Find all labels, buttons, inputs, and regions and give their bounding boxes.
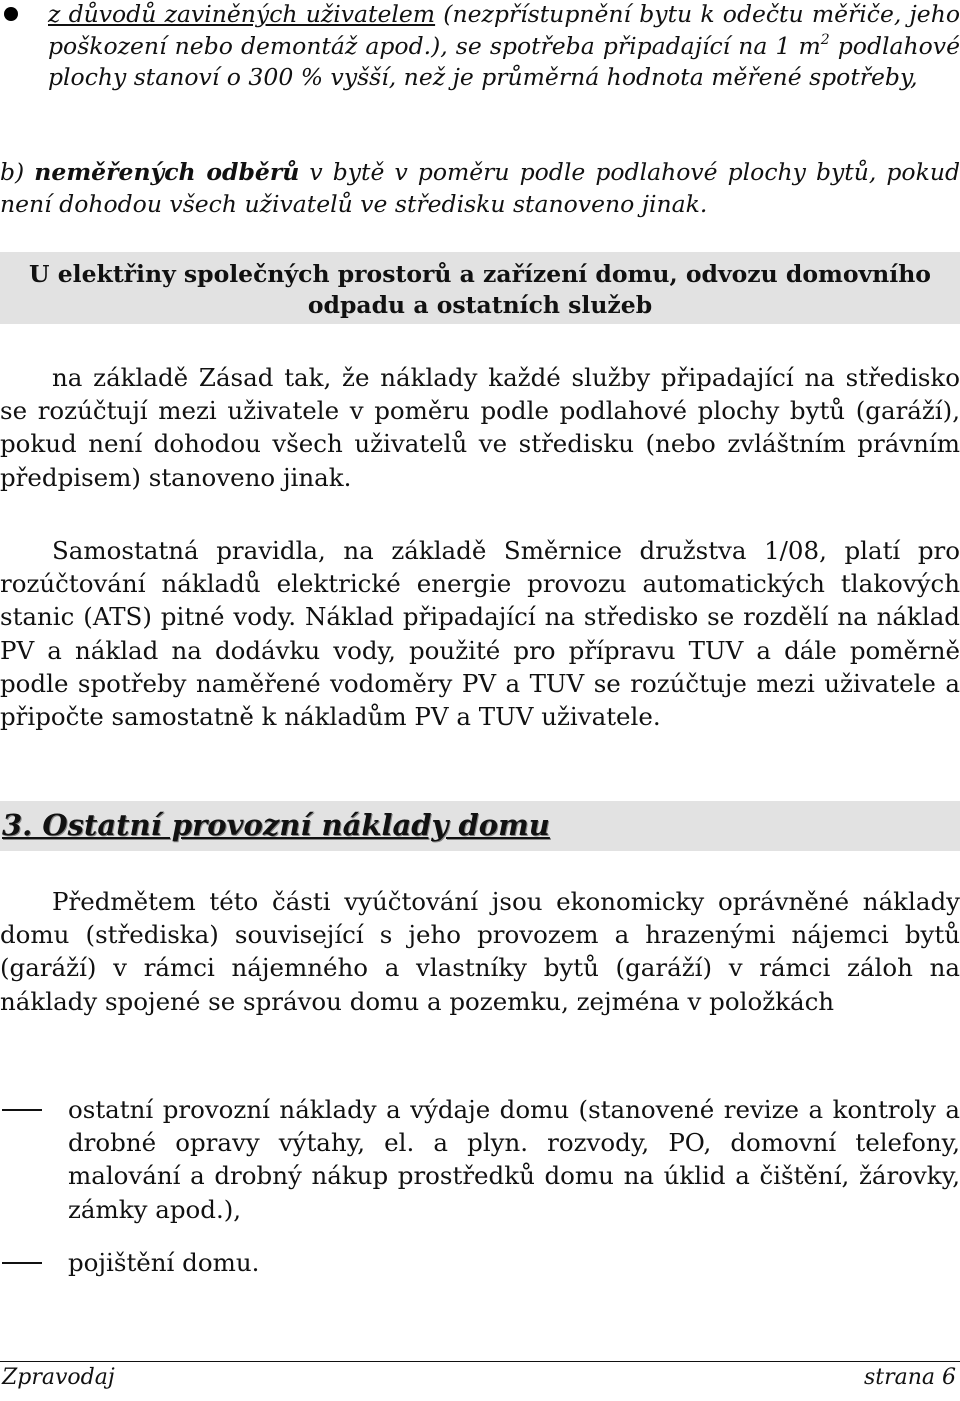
footer-page-number: strana 6 [863,1365,956,1390]
bullet-paragraph [0,0,960,94]
dash-list [0,1093,960,1279]
page-footer [0,1361,960,1401]
list-item-text: pojištění domu. [68,1247,260,1277]
item-b-rest: v bytě v poměru podle podlahové plochy bytů, pokud není dohodou všech uživatelů ve středisku stanoveno jinak. [0,158,960,218]
subheading-bar [0,252,960,324]
subheading-common-services: U elektřiny společných prostorů a zařízení domu, odvozu domovního odpadu a ostatních služeb [29,260,931,319]
item-b-paragraph [0,157,960,220]
section-heading-bar [0,801,960,851]
bullet-text-part1: (nezpřístupnění bytu k odečtu měřiče, jeho poškození nebo demontáž apod.), se spotřeba připadající na 1 m [48,0,960,60]
paragraph-ats-rules: Samostatná pravidla, na základě Směrnice družstva 1/08, platí pro rozúčtování nákladů elektrické energie provozu automatických tlakových stanic (ATS) pitné vody. Náklad připadající na středisko se rozdělí na náklad PV a náklad na dodávku vody, použité pro přípravu TUV a dále poměrně podle spotřeby naměřené vodoměry PV a TUV se rozúčtuje mezi uživatele a připočte samostatně k nákladům PV a TUV uživatele. [0,536,960,732]
list-item [0,1093,960,1226]
item-b-bold: neměřených odběrů [34,158,300,186]
dash-icon [2,1109,42,1111]
bullet-text-part2: podlahové plochy stanoví o 300 % vyšší, než je průměrná hodnota měřené spotřeby, [48,31,960,91]
paragraph-common-services: na základě Zásad tak, že náklady každé služby připadající na středisko se rozúčtují mezi uživatele v poměru podle podlahové plochy bytů (garáží), pokud není dohodou všech uživatelů ve středisku (nebo zvláštním právním předpisem) stanoveno jinak. [0,363,960,492]
section-3-title: 3. Ostatní provozní náklady domu [2,808,550,842]
dash-icon [2,1262,42,1264]
paragraph-other-costs: Předmětem této části vyúčtování jsou ekonomicky oprávněné náklady domu (střediska) související s jeho provozem a hrazenými nájemci bytů (garáží) v rámci nájemného a vlastníky bytů (garáží) v rámci záloh na náklady spojené se správou domu a pozemku, zejména v položkách [0,887,960,1016]
bullet-dot-icon [4,7,18,21]
superscript: 2 [820,31,830,48]
bullet-item [0,0,960,94]
list-item [0,1246,960,1279]
bullet-underlined-text: z důvodů zaviněných uživatelem [48,0,436,28]
list-item-text: ostatní provozní náklady a výdaje domu (stanovené revize a kontroly a drobné opravy výtahy, el. a plyn. rozvody, PO, domovní telefony, malování a drobný nákup prostředků domu na úklid a čištění, žárovky, zámky apod.), [68,1095,960,1224]
item-b [0,157,960,220]
footer-publication: Zpravodaj [2,1365,115,1390]
item-b-prefix: b) [0,158,35,186]
